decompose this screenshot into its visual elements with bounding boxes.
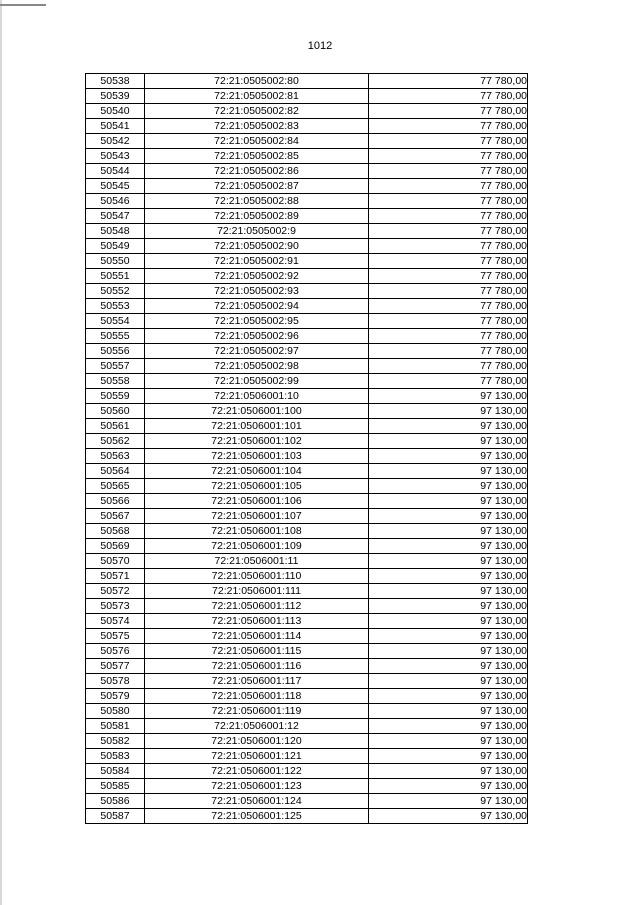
row-number-cell: 50572 [86,584,145,599]
cadastral-number-cell: 72:21:0505002:88 [145,194,369,209]
table-row [86,194,528,209]
value-cell: 97 130,00 [369,554,528,569]
scan-mark [0,4,46,6]
value-cell: 97 130,00 [369,719,528,734]
table-row [86,554,528,569]
cadastral-number-cell: 72:21:0505002:91 [145,254,369,269]
row-number-cell: 50564 [86,464,145,479]
cadastral-number-cell: 72:21:0506001:117 [145,674,369,689]
table-row [86,779,528,794]
cadastral-number-cell: 72:21:0506001:111 [145,584,369,599]
cadastral-number-cell: 72:21:0506001:105 [145,479,369,494]
table-row [86,494,528,509]
cadastral-number-cell: 72:21:0506001:11 [145,554,369,569]
row-number-cell: 50585 [86,779,145,794]
row-number-cell: 50549 [86,239,145,254]
value-cell: 97 130,00 [369,704,528,719]
value-cell: 97 130,00 [369,569,528,584]
value-cell: 97 130,00 [369,749,528,764]
value-cell: 77 780,00 [369,329,528,344]
cadastral-number-cell: 72:21:0506001:100 [145,404,369,419]
table-row [86,719,528,734]
row-number-cell: 50574 [86,614,145,629]
row-number-cell: 50555 [86,329,145,344]
value-cell: 97 130,00 [369,809,528,824]
table-row [86,284,528,299]
row-number-cell: 50560 [86,404,145,419]
table-row [86,164,528,179]
row-number-cell: 50586 [86,794,145,809]
row-number-cell: 50562 [86,434,145,449]
row-number-cell: 50566 [86,494,145,509]
table-row [86,689,528,704]
value-cell: 97 130,00 [369,599,528,614]
value-cell: 77 780,00 [369,149,528,164]
cadastral-number-cell: 72:21:0505002:82 [145,104,369,119]
cadastral-number-cell: 72:21:0505002:81 [145,89,369,104]
value-cell: 77 780,00 [369,254,528,269]
cadastral-number-cell: 72:21:0505002:84 [145,134,369,149]
table-row [86,89,528,104]
row-number-cell: 50568 [86,524,145,539]
table-row [86,614,528,629]
value-cell: 97 130,00 [369,689,528,704]
table-row [86,239,528,254]
cadastral-number-cell: 72:21:0505002:89 [145,209,369,224]
row-number-cell: 50587 [86,809,145,824]
value-cell: 97 130,00 [369,494,528,509]
row-number-cell: 50552 [86,284,145,299]
cadastral-number-cell: 72:21:0506001:118 [145,689,369,704]
row-number-cell: 50542 [86,134,145,149]
table-row [86,329,528,344]
value-cell: 97 130,00 [369,779,528,794]
table-row [86,599,528,614]
table-row [86,419,528,434]
row-number-cell: 50569 [86,539,145,554]
cadastral-number-cell: 72:21:0506001:107 [145,509,369,524]
row-number-cell: 50561 [86,419,145,434]
row-number-cell: 50546 [86,194,145,209]
table-row [86,269,528,284]
page-number: 1012 [307,40,333,52]
cadastral-number-cell: 72:21:0506001:122 [145,764,369,779]
value-cell: 77 780,00 [369,344,528,359]
cadastral-number-cell: 72:21:0505002:95 [145,314,369,329]
table-row [86,134,528,149]
row-number-cell: 50558 [86,374,145,389]
value-cell: 97 130,00 [369,449,528,464]
value-cell: 97 130,00 [369,659,528,674]
registry-table-body [86,74,528,824]
table-row [86,809,528,824]
cadastral-number-cell: 72:21:0505002:97 [145,344,369,359]
cadastral-number-cell: 72:21:0506001:116 [145,659,369,674]
value-cell: 77 780,00 [369,359,528,374]
row-number-cell: 50556 [86,344,145,359]
table-row [86,749,528,764]
table-row [86,374,528,389]
row-number-cell: 50579 [86,689,145,704]
value-cell: 97 130,00 [369,419,528,434]
cadastral-number-cell: 72:21:0505002:92 [145,269,369,284]
table-row [86,584,528,599]
table-row [86,704,528,719]
value-cell: 77 780,00 [369,269,528,284]
value-cell: 77 780,00 [369,299,528,314]
value-cell: 97 130,00 [369,629,528,644]
row-number-cell: 50557 [86,359,145,374]
table-row [86,314,528,329]
table-row [86,734,528,749]
value-cell: 97 130,00 [369,614,528,629]
cadastral-number-cell: 72:21:0506001:123 [145,779,369,794]
row-number-cell: 50573 [86,599,145,614]
row-number-cell: 50570 [86,554,145,569]
table-row [86,569,528,584]
table-row [86,344,528,359]
table-row [86,509,528,524]
cadastral-number-cell: 72:21:0506001:115 [145,644,369,659]
row-number-cell: 50547 [86,209,145,224]
row-number-cell: 50577 [86,659,145,674]
cadastral-number-cell: 72:21:0505002:83 [145,119,369,134]
table-row [86,209,528,224]
cadastral-number-cell: 72:21:0506001:103 [145,449,369,464]
table-row [86,104,528,119]
row-number-cell: 50541 [86,119,145,134]
row-number-cell: 50543 [86,149,145,164]
cadastral-number-cell: 72:21:0506001:121 [145,749,369,764]
table-row [86,359,528,374]
value-cell: 77 780,00 [369,224,528,239]
row-number-cell: 50559 [86,389,145,404]
value-cell: 97 130,00 [369,734,528,749]
value-cell: 97 130,00 [369,434,528,449]
cadastral-number-cell: 72:21:0506001:119 [145,704,369,719]
value-cell: 77 780,00 [369,74,528,89]
table-row [86,449,528,464]
cadastral-number-cell: 72:21:0505002:90 [145,239,369,254]
row-number-cell: 50563 [86,449,145,464]
cadastral-number-cell: 72:21:0506001:104 [145,464,369,479]
table-row [86,434,528,449]
registry-table [85,73,528,824]
cadastral-number-cell: 72:21:0505002:98 [145,359,369,374]
row-number-cell: 50548 [86,224,145,239]
table-row [86,524,528,539]
cadastral-number-cell: 72:21:0506001:102 [145,434,369,449]
table-row [86,404,528,419]
row-number-cell: 50578 [86,674,145,689]
value-cell: 97 130,00 [369,764,528,779]
table-row [86,254,528,269]
table-row [86,299,528,314]
row-number-cell: 50540 [86,104,145,119]
cadastral-number-cell: 72:21:0506001:109 [145,539,369,554]
value-cell: 77 780,00 [369,119,528,134]
row-number-cell: 50583 [86,749,145,764]
table-row [86,149,528,164]
table-row [86,119,528,134]
table-row [86,644,528,659]
table-row [86,629,528,644]
value-cell: 77 780,00 [369,104,528,119]
value-cell: 77 780,00 [369,209,528,224]
table-row [86,179,528,194]
value-cell: 97 130,00 [369,644,528,659]
table-row [86,389,528,404]
cadastral-number-cell: 72:21:0506001:112 [145,599,369,614]
row-number-cell: 50554 [86,314,145,329]
value-cell: 77 780,00 [369,179,528,194]
table-row [86,479,528,494]
table-row [86,764,528,779]
row-number-cell: 50538 [86,74,145,89]
table-row [86,224,528,239]
cadastral-number-cell: 72:21:0505002:80 [145,74,369,89]
value-cell: 97 130,00 [369,674,528,689]
row-number-cell: 50576 [86,644,145,659]
cadastral-number-cell: 72:21:0506001:10 [145,389,369,404]
value-cell: 77 780,00 [369,239,528,254]
value-cell: 77 780,00 [369,284,528,299]
value-cell: 97 130,00 [369,509,528,524]
cadastral-number-cell: 72:21:0505002:93 [145,284,369,299]
cadastral-number-cell: 72:21:0506001:114 [145,629,369,644]
scan-edge [0,0,2,905]
cadastral-number-cell: 72:21:0505002:85 [145,149,369,164]
cadastral-number-cell: 72:21:0506001:125 [145,809,369,824]
value-cell: 97 130,00 [369,524,528,539]
cadastral-number-cell: 72:21:0506001:101 [145,419,369,434]
row-number-cell: 50571 [86,569,145,584]
cadastral-number-cell: 72:21:0505002:87 [145,179,369,194]
row-number-cell: 50539 [86,89,145,104]
cadastral-number-cell: 72:21:0506001:110 [145,569,369,584]
value-cell: 77 780,00 [369,194,528,209]
value-cell: 97 130,00 [369,479,528,494]
row-number-cell: 50565 [86,479,145,494]
row-number-cell: 50551 [86,269,145,284]
table-row [86,794,528,809]
table-row [86,659,528,674]
cadastral-number-cell: 72:21:0506001:12 [145,719,369,734]
table-row [86,74,528,89]
cadastral-number-cell: 72:21:0506001:124 [145,794,369,809]
cadastral-number-cell: 72:21:0506001:120 [145,734,369,749]
table-row [86,539,528,554]
value-cell: 97 130,00 [369,794,528,809]
row-number-cell: 50550 [86,254,145,269]
row-number-cell: 50580 [86,704,145,719]
value-cell: 97 130,00 [369,404,528,419]
row-number-cell: 50544 [86,164,145,179]
cadastral-number-cell: 72:21:0506001:113 [145,614,369,629]
value-cell: 77 780,00 [369,314,528,329]
value-cell: 77 780,00 [369,89,528,104]
value-cell: 97 130,00 [369,464,528,479]
row-number-cell: 50567 [86,509,145,524]
row-number-cell: 50545 [86,179,145,194]
cadastral-number-cell: 72:21:0505002:9 [145,224,369,239]
value-cell: 97 130,00 [369,584,528,599]
cadastral-number-cell: 72:21:0505002:86 [145,164,369,179]
table-row [86,464,528,479]
row-number-cell: 50582 [86,734,145,749]
value-cell: 97 130,00 [369,389,528,404]
table-row [86,674,528,689]
cadastral-number-cell: 72:21:0505002:99 [145,374,369,389]
value-cell: 77 780,00 [369,134,528,149]
row-number-cell: 50581 [86,719,145,734]
value-cell: 97 130,00 [369,539,528,554]
cadastral-number-cell: 72:21:0505002:96 [145,329,369,344]
row-number-cell: 50553 [86,299,145,314]
row-number-cell: 50584 [86,764,145,779]
value-cell: 77 780,00 [369,164,528,179]
value-cell: 77 780,00 [369,374,528,389]
row-number-cell: 50575 [86,629,145,644]
cadastral-number-cell: 72:21:0506001:106 [145,494,369,509]
cadastral-number-cell: 72:21:0505002:94 [145,299,369,314]
cadastral-number-cell: 72:21:0506001:108 [145,524,369,539]
